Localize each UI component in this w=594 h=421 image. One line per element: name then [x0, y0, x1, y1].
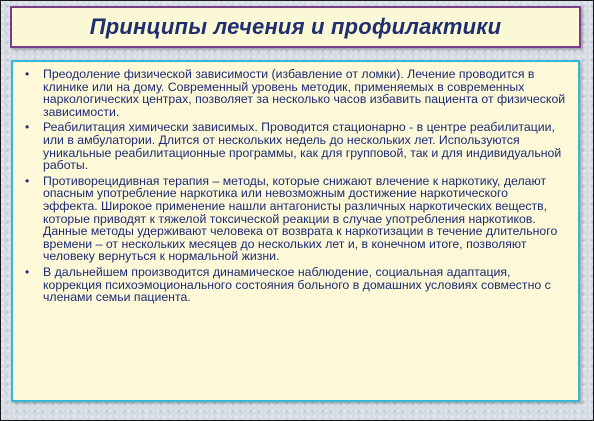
bullet-item-rehabilitation — [19, 121, 566, 171]
title-box — [10, 6, 581, 48]
bullet-icon: • — [25, 67, 30, 81]
bullet-text: Противорецидивная терапия – методы, которые снижают влечение к наркотику, делают опасным употребление наркотика или невозможным достижение наркотического эффекта. Широкое применение нашли антагонисты различных наркотических веществ, которые приводят к тяжелой токсической реакции в случае употребления наркотиков. Данные методы удерживают человека от возврата к наркотизации в течение длительного времени – от нескольких месяцев до нескольких лет и, в конечном итоге, позволяют человеку вернуться к нормальной жизни. — [43, 173, 558, 264]
bullet-text: В дальнейшем производится динамическое наблюдение, социальная адаптация, коррекция психоэмоционального состояния больного в домашних условиях совместно с членами семьи пациента. — [43, 264, 551, 305]
bullet-item-relapse-prevention — [19, 175, 566, 263]
bullet-item-physical-dependence — [19, 68, 566, 118]
bullet-icon: • — [25, 120, 30, 135]
bullet-text: Преодоление физической зависимости (избавление от ломки). Лечение проводится в клинике или на дому. Современный уровень методик, применяемых в современных наркологических центрах, позволяет за несколько часов избавить пациента от физической зависимости. — [43, 67, 566, 119]
content-box — [11, 60, 580, 402]
bullet-list — [19, 68, 566, 304]
bullet-icon: • — [25, 264, 30, 279]
slide-title: Принципы лечения и профилактики — [89, 14, 502, 39]
bullet-item-follow-up — [19, 266, 566, 304]
bullet-text: Реабилитация химически зависимых. Проводится стационарно - в центре реабилитации, или в амбулатории. Длится от нескольких недель до нескольких лет. Используются уникальные реабилитационные программы, как для групповой, так и для индивидуальной работы. — [43, 120, 562, 173]
bullet-icon: • — [25, 173, 30, 188]
